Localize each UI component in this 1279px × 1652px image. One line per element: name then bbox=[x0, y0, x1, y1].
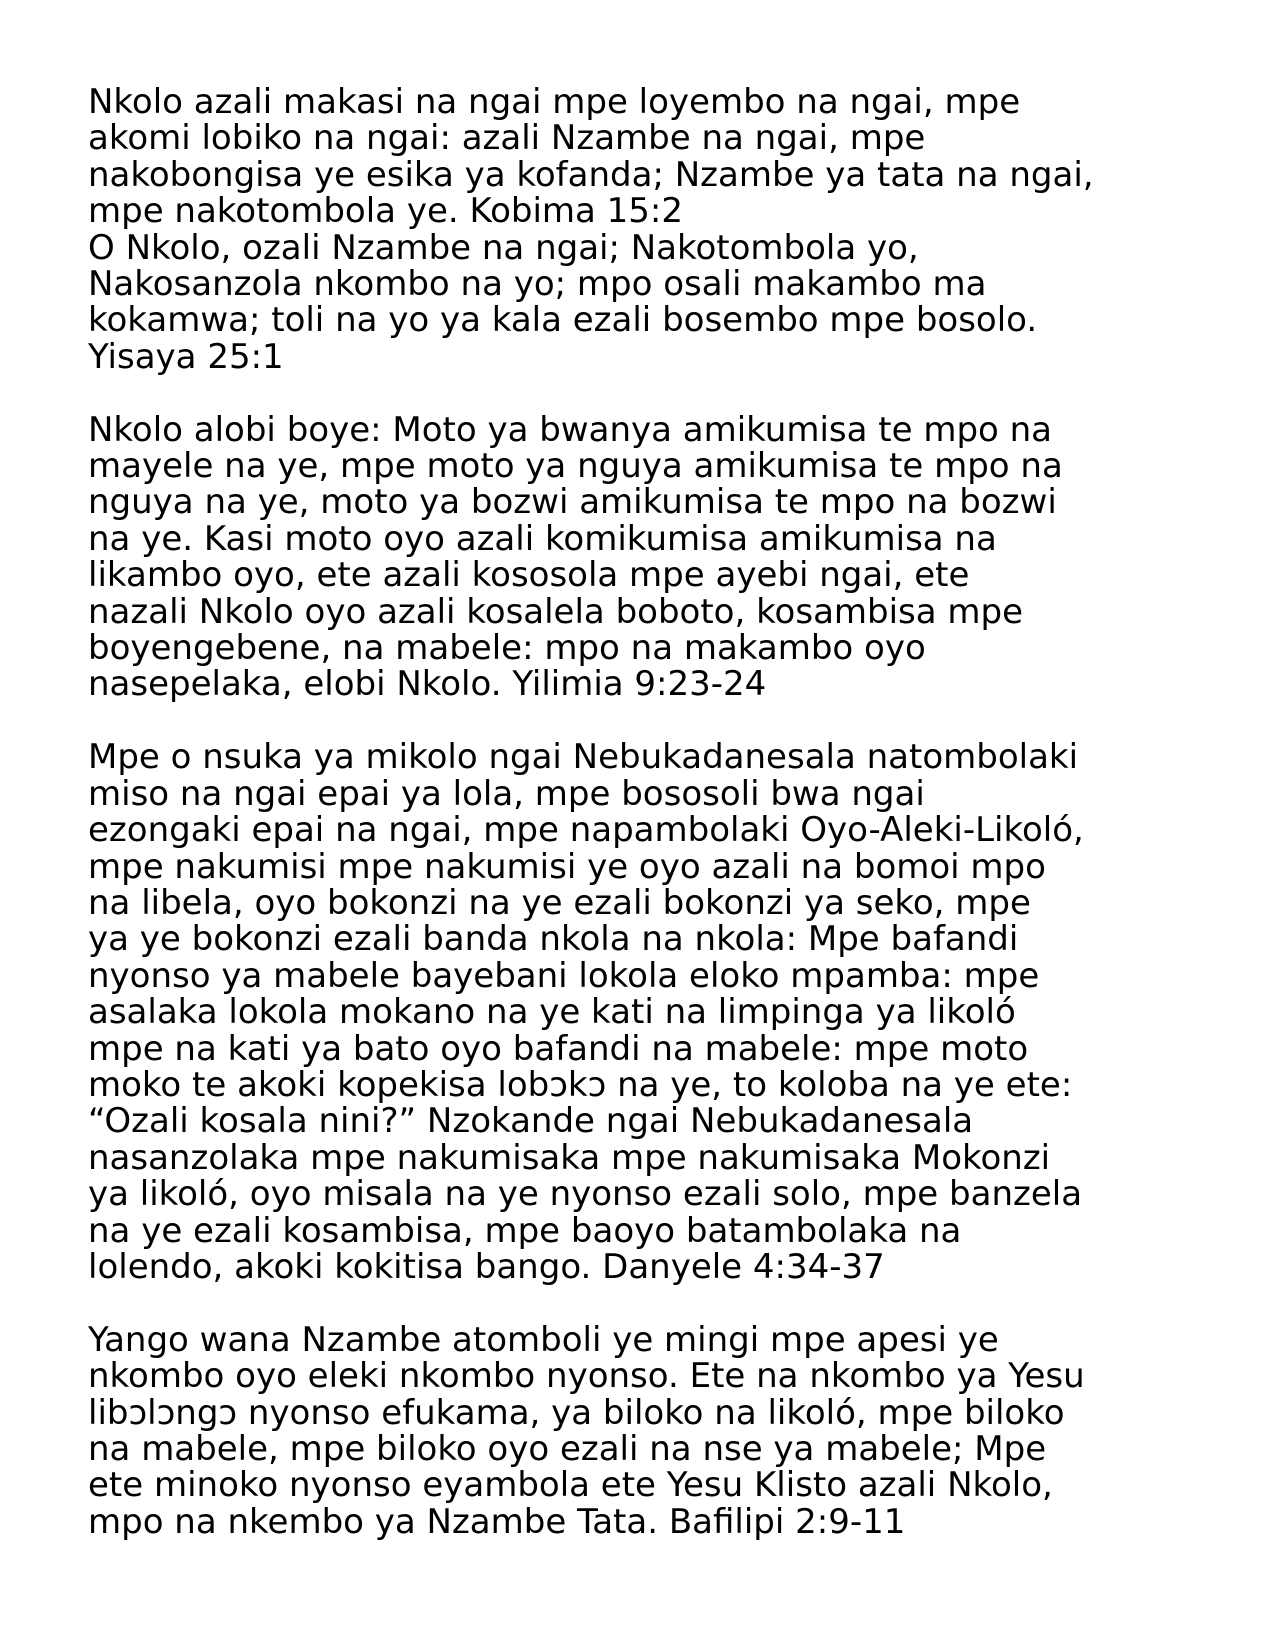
text-line: kokamwa; toli na yo ya kala ezali bosembo mpe bosolo. bbox=[88, 300, 1038, 341]
text-line: Mpe o nsuka ya mikolo ngai Nebukadanesala natombolaki bbox=[88, 737, 1079, 778]
text-line: mayele na ye, mpe moto ya nguya amikumisa te mpo na bbox=[88, 446, 1063, 487]
text-line: mpe nakumisi mpe nakumisi ye oyo azali na bomoi mpo bbox=[88, 846, 1046, 887]
paragraph-2 bbox=[88, 409, 1248, 705]
text-line: nazali Nkolo oyo azali kosalela boboto, kosambisa mpe bbox=[88, 591, 1024, 632]
text-line: libɔlɔngɔ nyonso efukama, ya biloko na likoló, mpe biloko bbox=[88, 1392, 1065, 1433]
paragraph-gap bbox=[88, 375, 1248, 411]
text-line: “Ozali kosala nini?” Nzokande ngai Nebukadanesala bbox=[88, 1101, 974, 1142]
text-line: Nkolo azali makasi na ngai mpe loyembo na ngai, mpe bbox=[88, 82, 1021, 122]
text-line: likambo oyo, ete azali kososola mpe ayebi ngai, ete bbox=[88, 555, 970, 596]
text-line: na ye. Kasi moto oyo azali komikumisa amikumisa na bbox=[88, 518, 997, 559]
text-line: nasanzolaka mpe nakumisaka mpe nakumisaka Mokonzi bbox=[88, 1137, 1051, 1178]
document-body bbox=[88, 84, 1248, 1540]
text-line: na ye ezali kosambisa, mpe baoyo batambolaka na bbox=[88, 1210, 962, 1251]
text-line: akomi lobiko na ngai: azali Nzambe na ngai, mpe bbox=[88, 118, 926, 159]
text-line: mpo na nkembo ya Nzambe Tata. Bafilipi 2:9-11 bbox=[88, 1501, 906, 1542]
text-line: lolendo, akoki kokitisa bango. Danyele 4:34-37 bbox=[88, 1246, 885, 1287]
text-line: ezongaki epai na ngai, mpe napambolaki Oyo-Aleki-Likoló, bbox=[88, 810, 1084, 851]
text-line: ya likoló, oyo misala na ye nyonso ezali solo, mpe banzela bbox=[88, 1174, 1083, 1215]
text-line: moko te akoki kopekisa lobɔkɔ na ye, to koloba na ye ete: bbox=[88, 1064, 1073, 1105]
text-line: Nkolo alobi boye: Moto ya bwanya amikumisa te mpo na bbox=[88, 409, 1053, 450]
text-line: Yisaya 25:1 bbox=[88, 336, 284, 377]
text-line: mpe na kati ya bato oyo bafandi na mabele: mpe moto bbox=[88, 1028, 1029, 1069]
text-line: nkombo oyo eleki nkombo nyonso. Ete na nkombo ya Yesu bbox=[88, 1356, 1085, 1397]
paragraph-4 bbox=[88, 1319, 1248, 1542]
text-line: nguya na ye, moto ya bozwi amikumisa te mpo na bozwi bbox=[88, 482, 1057, 523]
paragraph-3 bbox=[88, 739, 1248, 1285]
paragraph-gap bbox=[88, 1285, 1248, 1321]
text-line: nakobongisa ye esika ya kofanda; Nzambe ya tata na ngai, bbox=[88, 154, 1094, 195]
paragraph-gap bbox=[88, 703, 1248, 739]
text-line: nasepelaka, elobi Nkolo. Yilimia 9:23-24 bbox=[88, 664, 767, 705]
text-line: nyonso ya mabele bayebani lokola eloko mpamba: mpe bbox=[88, 955, 1040, 996]
text-line: ete minoko nyonso eyambola ete Yesu Klisto azali Nkolo, bbox=[88, 1465, 1053, 1506]
text-line: mpe nakotombola ye. Kobima 15:2 bbox=[88, 191, 684, 232]
text-line: ya ye bokonzi ezali banda nkola na nkola: Mpe bafandi bbox=[88, 919, 1019, 960]
text-line: boyengebene, na mabele: mpo na makambo oyo bbox=[88, 628, 926, 669]
text-line: Yango wana Nzambe atomboli ye mingi mpe apesi ye bbox=[88, 1319, 999, 1360]
text-line: miso na ngai epai ya lola, mpe bososoli bwa ngai bbox=[88, 773, 925, 814]
text-line: na mabele, mpe biloko oyo ezali na nse ya mabele; Mpe bbox=[88, 1428, 1047, 1469]
text-line: asalaka lokola mokano na ye kati na limpinga ya likoló bbox=[88, 992, 1016, 1033]
text-line: Nakosanzola nkombo na yo; mpo osali makambo ma bbox=[88, 264, 987, 305]
paragraph-1 bbox=[88, 84, 1248, 375]
text-line: O Nkolo, ozali Nzambe na ngai; Nakotombola yo, bbox=[88, 227, 919, 268]
text-line: na libela, oyo bokonzi na ye ezali bokonzi ya seko, mpe bbox=[88, 882, 1031, 923]
